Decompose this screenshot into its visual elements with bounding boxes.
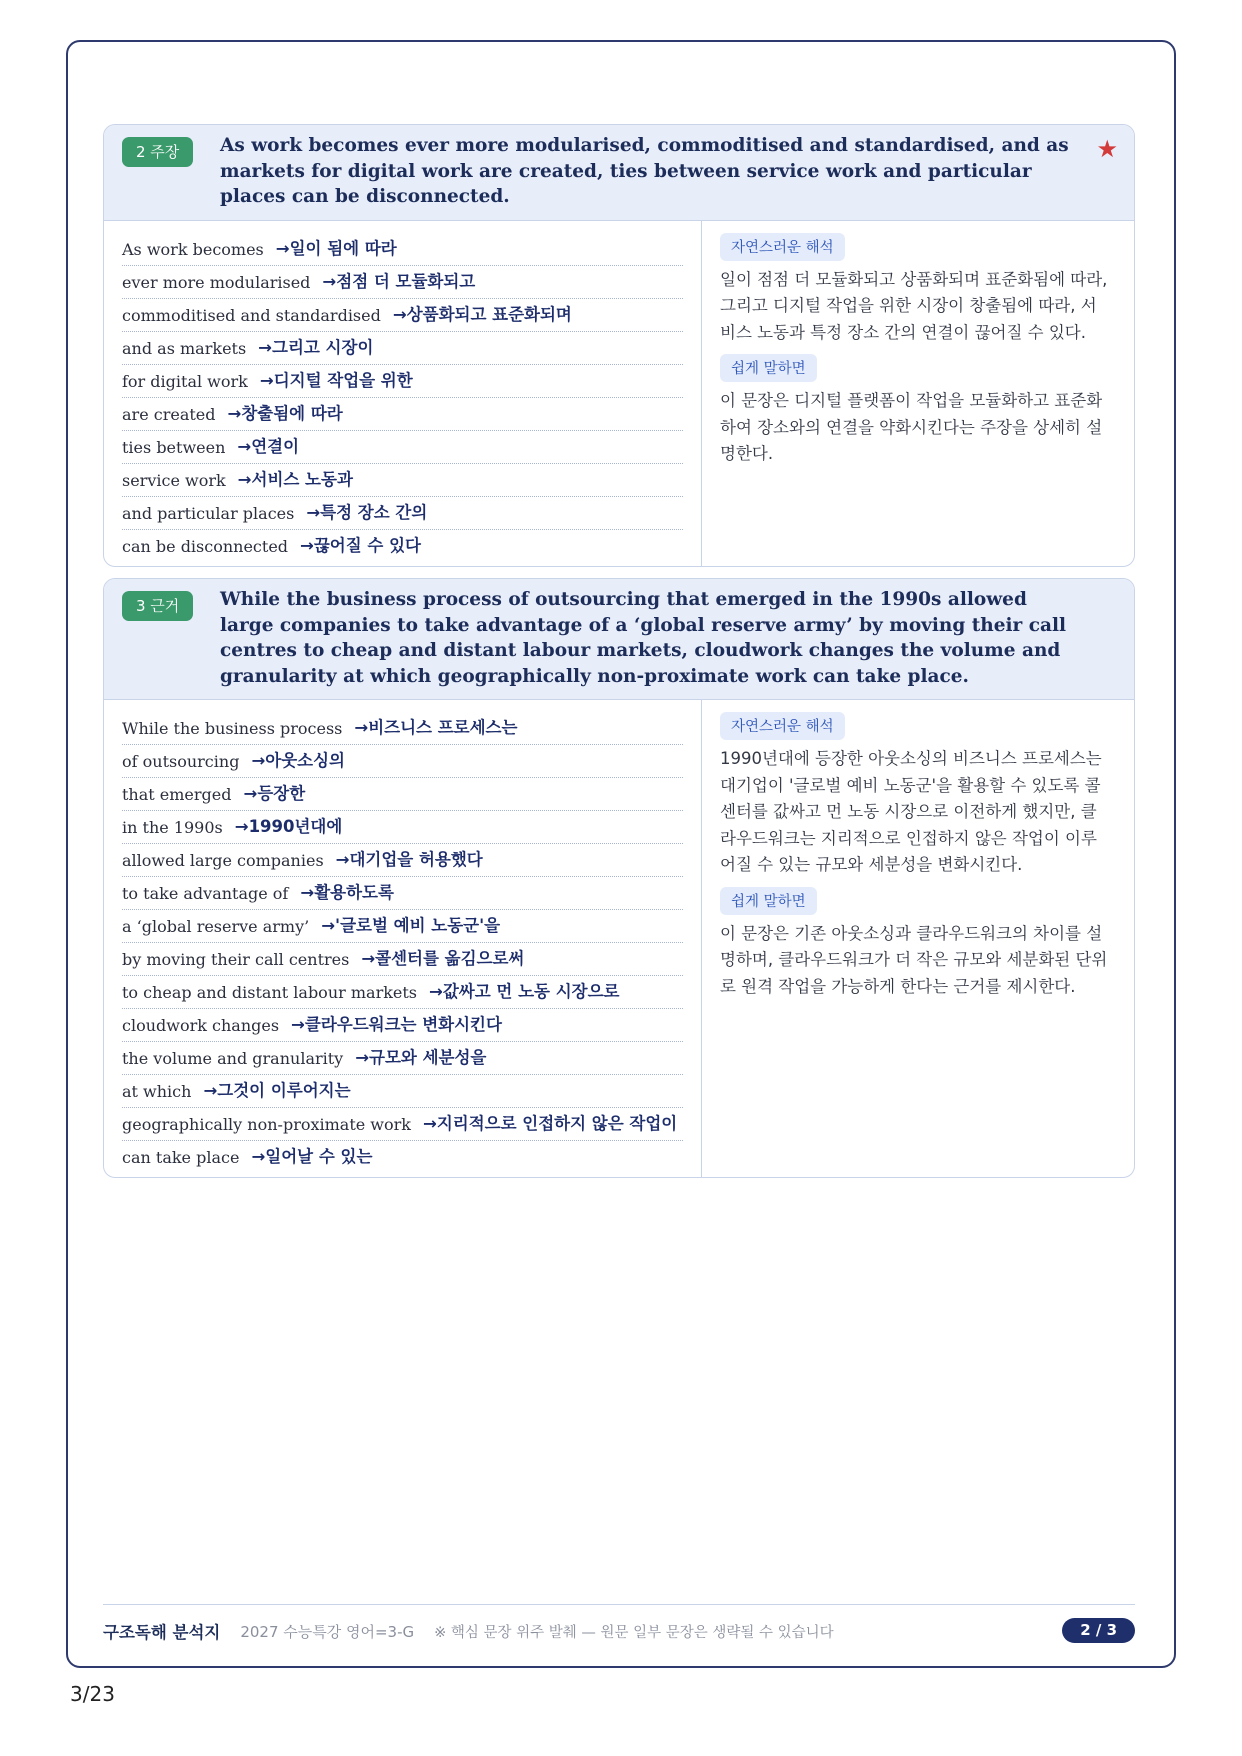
arrow-icon: → — [354, 718, 369, 737]
chunk-korean — [276, 238, 397, 259]
chunk-korean-text: 규모와 세분성을 — [369, 1048, 487, 1067]
chunk-korean — [300, 882, 394, 903]
arrow-icon: → — [306, 502, 321, 522]
chunk-english: allowed large companies — [122, 851, 324, 870]
chunk-row — [122, 1108, 683, 1141]
easy-explanation-label: 쉽게 말하면 — [720, 354, 817, 382]
chunk-korean-text: 콜센터를 옮김으로써 — [375, 949, 525, 968]
section-card-evidence — [103, 578, 1135, 1178]
chunk-row — [122, 464, 683, 497]
chunk-korean — [336, 849, 483, 870]
chunk-korean — [228, 403, 343, 424]
chunk-korean — [203, 1080, 350, 1101]
chunk-korean — [322, 271, 475, 292]
chunk-korean — [429, 981, 619, 1002]
chunk-korean-text: 활용하도록 — [314, 883, 394, 902]
chunk-english: and as markets — [122, 338, 247, 358]
chunk-korean — [244, 783, 306, 804]
chunk-english: cloudwork changes — [122, 1016, 280, 1035]
arrow-icon: → — [361, 949, 376, 968]
chunk-korean — [321, 915, 500, 936]
chunk-korean-text: 서비스 노동과 — [251, 469, 353, 489]
natural-translation-label: 자연스러운 해석 — [720, 712, 845, 740]
chunk-english: are created — [122, 404, 216, 424]
arrow-icon: → — [429, 982, 443, 1001]
footer-divider — [103, 1604, 1135, 1605]
chunk-korean — [393, 304, 572, 325]
chunk-english: that emerged — [122, 785, 232, 804]
chunk-english: to cheap and distant labour markets — [122, 983, 418, 1002]
chunk-korean-text: 연결이 — [251, 436, 300, 456]
notes-panel — [702, 700, 1134, 1177]
chunk-english: ties between — [122, 437, 226, 457]
easy-explanation-text: 이 문장은 디지털 플랫폼이 작업을 모듈화하고 표준화하여 장소와의 연결을 약화시킨다는 주장을 상세히 설명한다. — [720, 391, 1103, 463]
chunk-korean — [306, 502, 427, 523]
chunk-row — [122, 332, 683, 365]
notes-panel — [702, 221, 1134, 566]
natural-translation-text: 1990년대에 등장한 아웃소싱의 비즈니스 프로세스는 대기업이 '글로벌 예비 노동군'을 활용할 수 있도록 콜센터를 값싸고 먼 노동 시장으로 이전하게 했지만, 클라우드워크는 지리적으로 인접하지 않은 작업이 이루어질 수 있는 규모와 세분성을 변화시킨다. — [720, 749, 1102, 874]
chunk-korean-text: 값싸고 먼 노동 시장으로 — [442, 982, 620, 1001]
chunk-row — [122, 266, 683, 299]
chunk-korean-text: 비즈니스 프로세스는 — [368, 718, 518, 737]
chunk-english: to take advantage of — [122, 884, 289, 903]
chunk-row — [122, 1141, 683, 1173]
easy-explanation-text: 이 문장은 기존 아웃소싱과 클라우드워크의 차이를 설명하며, 클라우드워크가 더 작은 규모와 세분화된 단위로 원격 작업을 가능하게 한다는 근거를 제시한다. — [720, 923, 1108, 996]
arrow-icon: → — [275, 238, 290, 258]
chunk-english: for digital work — [122, 371, 248, 391]
arrow-icon: → — [227, 403, 242, 423]
chunk-row — [122, 530, 683, 562]
chunk-korean — [361, 948, 524, 969]
section-tag: 2 주장 — [122, 137, 193, 167]
chunk-korean — [355, 1047, 486, 1068]
arrow-icon: → — [237, 436, 252, 456]
chunk-korean — [354, 717, 517, 738]
chunk-row — [122, 1042, 683, 1075]
chunk-row — [122, 398, 683, 431]
chunk-korean-text: 디지털 작업을 위한 — [273, 370, 413, 390]
chunk-korean-text: 1990년대에 — [248, 817, 343, 836]
section-header — [104, 125, 1134, 221]
chunk-english: As work becomes — [122, 239, 264, 259]
chunk-row — [122, 976, 683, 1009]
chunk-english: ever more modularised — [122, 272, 311, 292]
arrow-icon: → — [258, 337, 272, 357]
arrow-icon: → — [422, 1114, 437, 1133]
chunk-english: at which — [122, 1082, 192, 1101]
arrow-icon: → — [237, 469, 252, 489]
key-sentence: As work becomes ever more modularised, commoditised and standardised, and as markets for digital work are created, ties between service work and particular places can be disconnected. — [220, 135, 1069, 207]
section-tag: 3 근거 — [122, 591, 193, 621]
star-icon: ★ — [1096, 135, 1118, 163]
chunk-row — [122, 877, 683, 910]
chunk-english: in the 1990s — [122, 818, 223, 837]
chunk-korean — [251, 750, 345, 771]
footer — [103, 1616, 1135, 1646]
chunk-english: While the business process — [122, 719, 343, 738]
chunk-korean-text: 특정 장소 간의 — [320, 502, 428, 522]
chunk-row — [122, 745, 683, 778]
chunk-row — [122, 1009, 683, 1042]
arrow-icon: → — [203, 1081, 218, 1100]
chunk-korean — [238, 469, 353, 490]
arrow-icon: → — [335, 850, 350, 869]
section-card-claim — [103, 124, 1135, 567]
chunk-english: a ‘global reserve army’ — [122, 917, 310, 936]
chunk-list — [104, 700, 702, 1177]
chunk-korean-text: 지리적으로 인접하지 않은 작업이 — [436, 1114, 678, 1133]
chunk-english: geographically non-proximate work — [122, 1115, 411, 1134]
arrow-icon: → — [300, 535, 314, 555]
natural-translation-label: 자연스러운 해석 — [720, 233, 845, 261]
chunk-korean — [423, 1113, 677, 1134]
chunk-korean-text: 대기업을 허용했다 — [349, 850, 483, 869]
arrow-icon: → — [251, 751, 266, 770]
arrow-icon: → — [355, 1048, 370, 1067]
chunk-row — [122, 365, 683, 398]
arrow-icon: → — [300, 883, 315, 902]
arrow-icon: → — [291, 1015, 305, 1034]
chunk-english: can be disconnected — [122, 536, 289, 556]
chunk-row — [122, 1075, 683, 1108]
chunk-korean-text: '글로벌 예비 노동군'을 — [335, 916, 501, 935]
chunk-list — [104, 221, 702, 566]
chunk-row — [122, 778, 683, 811]
chunk-row — [122, 299, 683, 332]
chunk-korean-text: 그리고 시장이 — [272, 337, 374, 357]
footer-note: ※ 핵심 문장 위주 발췌 — 원문 일부 문장은 생략될 수 있습니다 — [434, 1624, 834, 1641]
chunk-korean — [235, 816, 343, 837]
chunk-korean — [300, 535, 421, 556]
footer-subtitle: 2027 수능특강 영어=3-G — [240, 1622, 415, 1641]
arrow-icon: → — [322, 271, 337, 291]
chunk-english: commoditised and standardised — [122, 305, 381, 325]
chunk-english: by moving their call centres — [122, 950, 350, 969]
chunk-row — [122, 943, 683, 976]
arrow-icon: → — [321, 916, 336, 935]
chunk-english: service work — [122, 470, 226, 490]
arrow-icon: → — [259, 370, 274, 390]
page-indicator: 2 / 3 — [1062, 1618, 1135, 1643]
chunk-korean — [251, 1146, 372, 1167]
chunk-korean-text: 점점 더 모듈화되고 — [336, 271, 476, 291]
chunk-korean-text: 그것이 이루어지는 — [217, 1081, 351, 1100]
chunk-korean-text: 등장한 — [257, 784, 306, 803]
easy-explanation-label: 쉽게 말하면 — [720, 887, 817, 915]
chunk-korean — [260, 370, 413, 391]
chunk-korean-text: 상품화되고 표준화되며 — [406, 304, 572, 324]
chunk-korean-text: 일이 됨에 따라 — [289, 238, 397, 258]
chunk-english: can take place — [122, 1148, 240, 1167]
arrow-icon: → — [234, 817, 249, 836]
key-sentence: While the business process of outsourcing that emerged in the 1990s allowed large companies to take advantage of a ‘global reserve army’ by moving their call centres to cheap and distant labour markets, cloudwork changes the volume and granularity at which geographically non-proximate work can take place. — [220, 589, 1067, 687]
page-counter: 3/23 — [70, 1682, 115, 1706]
arrow-icon: → — [251, 1147, 266, 1166]
chunk-korean-text: 아웃소싱의 — [265, 751, 345, 770]
chunk-korean-text: 끊어질 수 있다 — [313, 535, 421, 555]
footer-title: 구조독해 분석지 — [103, 1623, 221, 1642]
chunk-row — [122, 844, 683, 877]
chunk-korean-text: 클라우드워크는 변화시킨다 — [304, 1015, 502, 1034]
chunk-english: of outsourcing — [122, 752, 240, 771]
chunk-korean — [237, 436, 299, 457]
chunk-row — [122, 497, 683, 530]
chunk-korean-text: 일어날 수 있는 — [265, 1147, 373, 1166]
chunk-korean — [291, 1014, 502, 1035]
chunk-row — [122, 233, 683, 266]
chunk-english: the volume and granularity — [122, 1049, 344, 1068]
section-header — [104, 579, 1134, 700]
arrow-icon: → — [392, 304, 407, 324]
natural-translation-text: 일이 점점 더 모듈화되고 상품화되며 표준화됨에 따라, 그리고 디지털 작업을 위한 시장이 창출됨에 따라, 서비스 노동과 특정 장소 간의 연결이 끊어질 수 있다. — [720, 269, 1108, 342]
chunk-korean-text: 창출됨에 따라 — [241, 403, 343, 423]
chunk-english: and particular places — [122, 503, 295, 523]
chunk-row — [122, 712, 683, 745]
chunk-korean — [258, 337, 373, 358]
arrow-icon: → — [243, 784, 258, 803]
chunk-row — [122, 431, 683, 464]
chunk-row — [122, 811, 683, 844]
chunk-row — [122, 910, 683, 943]
